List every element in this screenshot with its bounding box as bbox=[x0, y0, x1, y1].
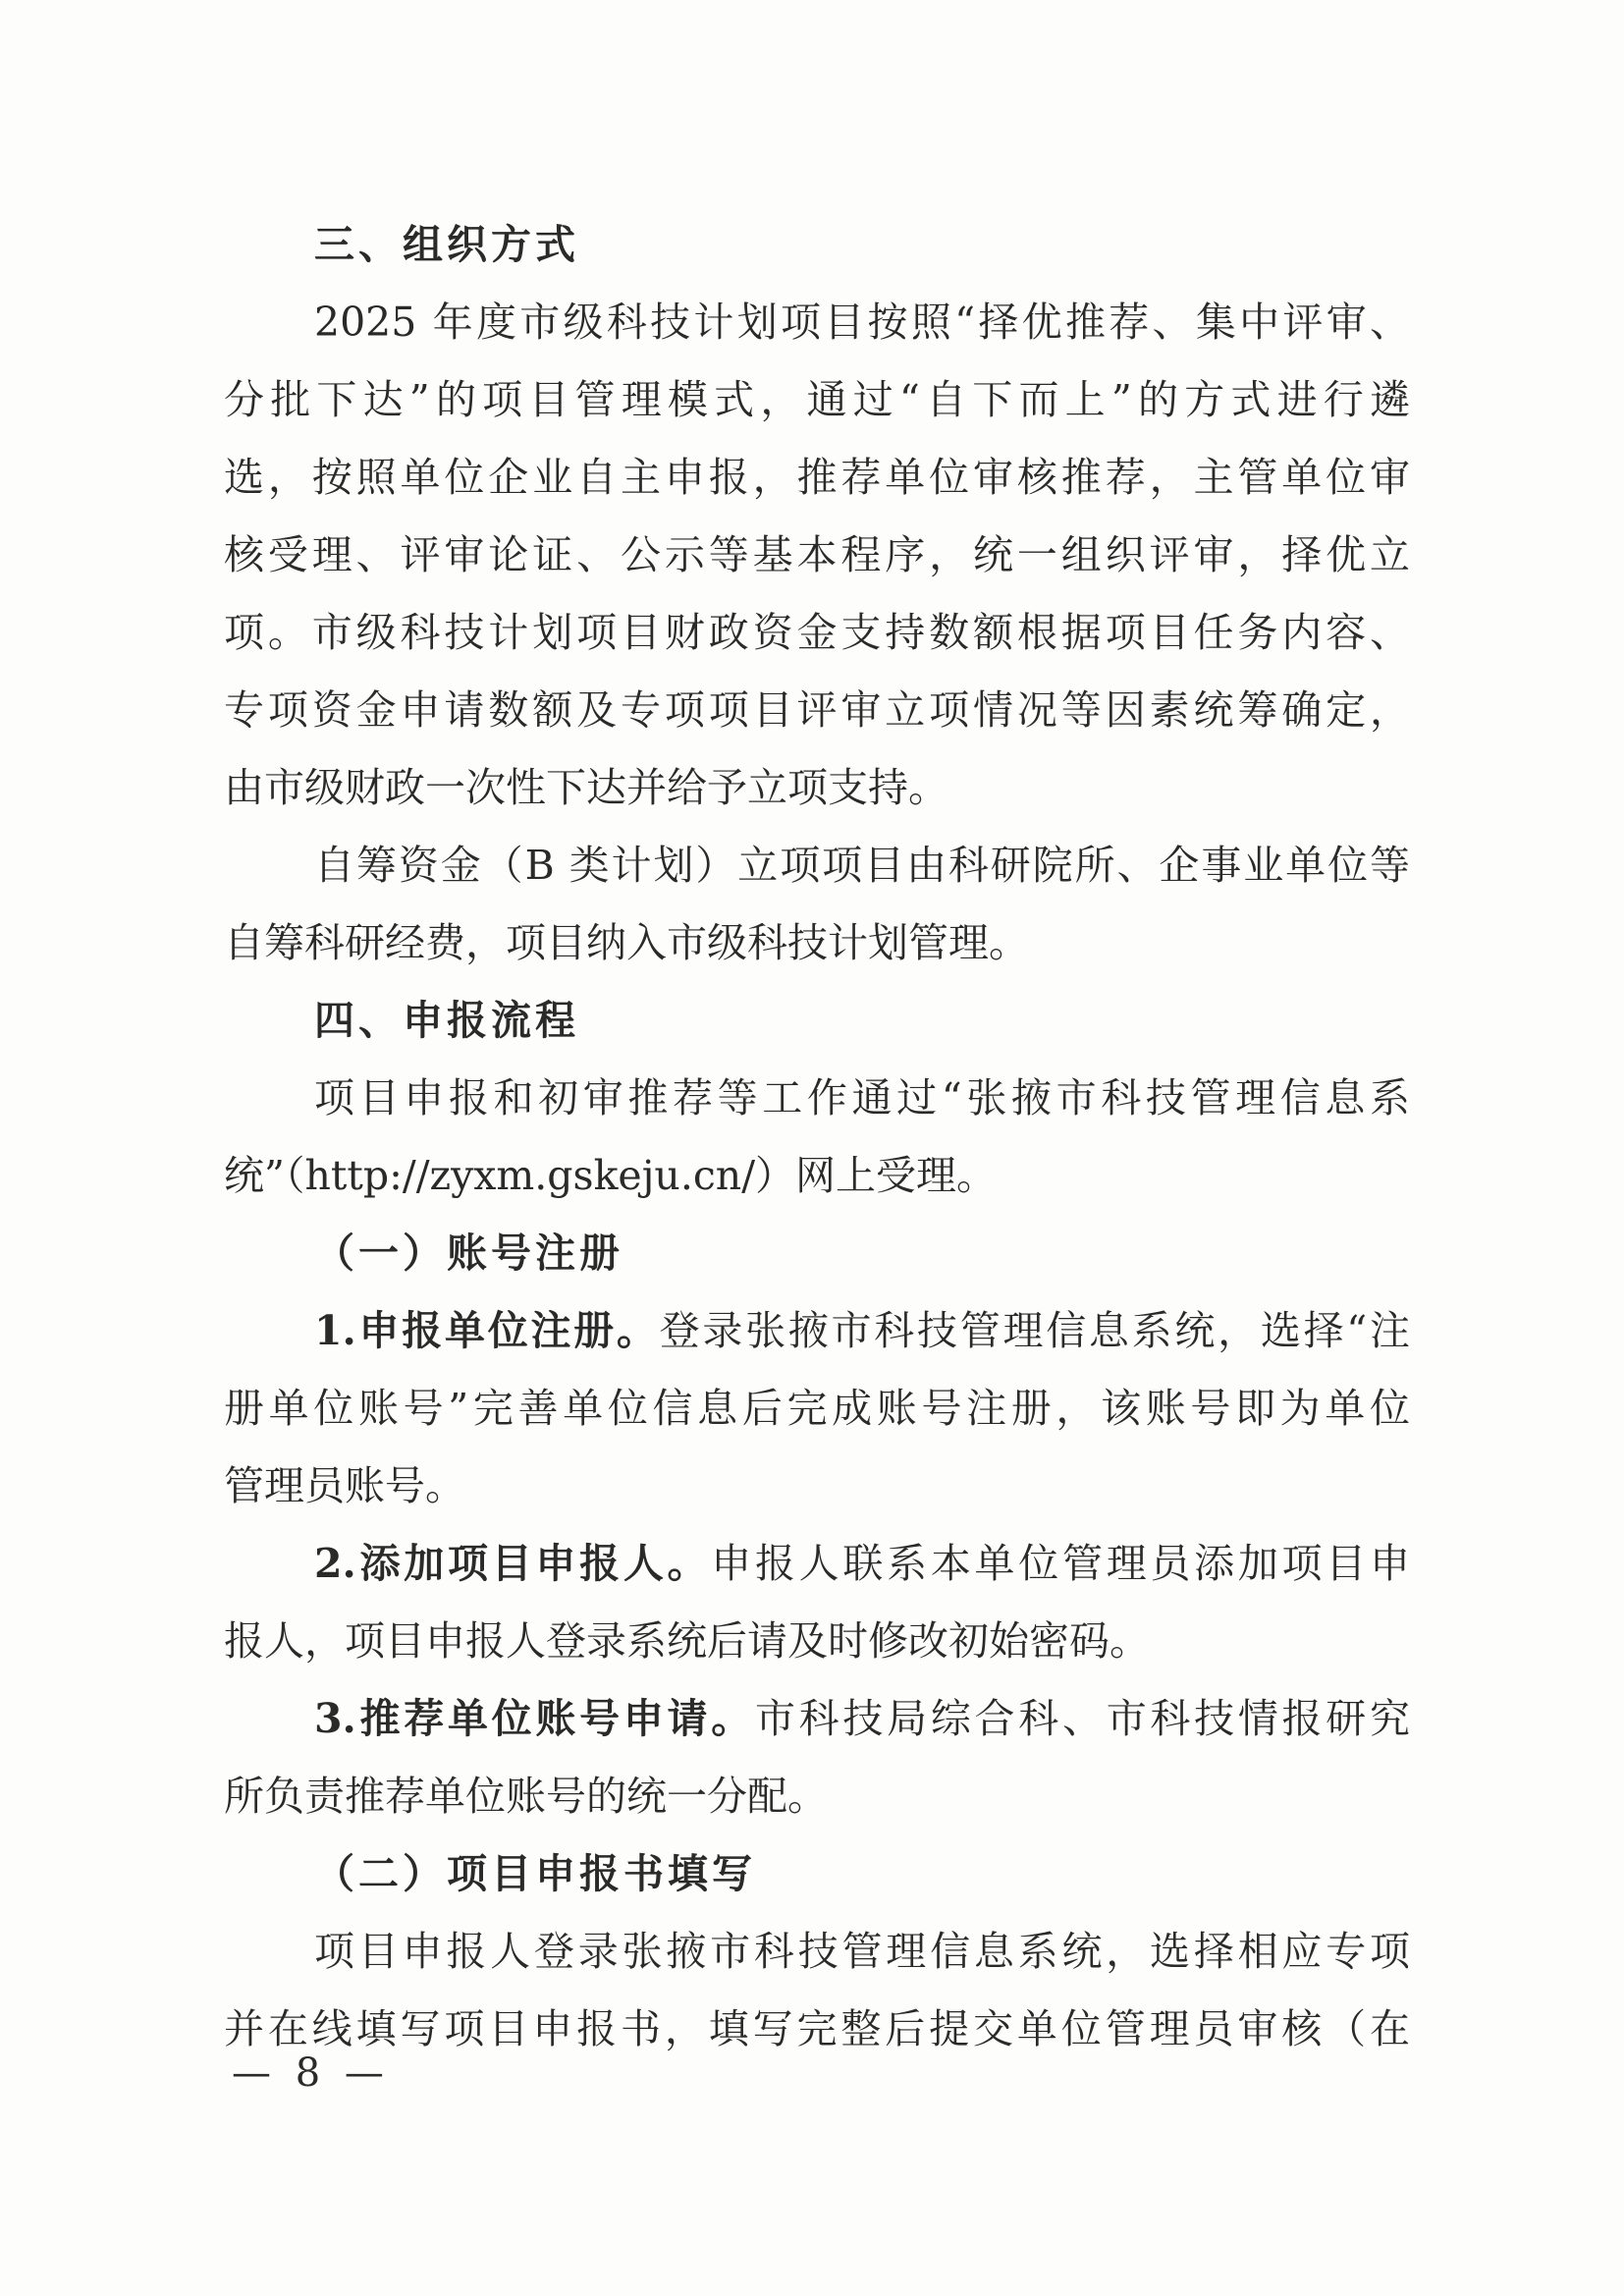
paragraph-organization-mode bbox=[224, 284, 1410, 827]
text-line: 报人，项目申报人登录系统后请及时修改初始密码。 bbox=[224, 1617, 1150, 1665]
text-line: 由市级财政一次性下达并给予立项支持。 bbox=[224, 764, 948, 811]
section-heading-application-process: 四、申报流程 bbox=[314, 997, 579, 1044]
subsection-heading-application-form: （二）项目申报书填写 bbox=[314, 1850, 756, 1897]
item-text: 市科技局综合科、市科技情报研究 bbox=[754, 1695, 1410, 1742]
text-line: 核受理、评审论证、公示等基本程序，统一组织评审，择优立 bbox=[224, 531, 1410, 578]
text-line: 2025 年度市级科技计划项目按照“择优推荐、集中评审、 bbox=[314, 299, 1410, 346]
text-line: 管理员账号。 bbox=[224, 1462, 465, 1509]
item-unit-registration bbox=[224, 1292, 1410, 1525]
text-line bbox=[224, 1680, 1410, 1758]
item-label: 1.申报单位注册。 bbox=[314, 1307, 660, 1354]
text-line: 项目申报和初审推荐等工作通过“张掖市科技管理信息系 bbox=[314, 1074, 1410, 1121]
item-add-applicant bbox=[224, 1525, 1410, 1680]
text-line: 册单位账号”完善单位信息后完成账号注册，该账号即为单位 bbox=[224, 1385, 1410, 1432]
document-body bbox=[224, 206, 1410, 2068]
text-line-with-url: 统”（http://zyxm.gskeju.cn/）网上受理。 bbox=[224, 1152, 998, 1199]
item-label: 3.推荐单位账号申请。 bbox=[314, 1695, 755, 1742]
text-line: 自筹资金（B 类计划）立项项目由科研院所、企事业单位等 bbox=[314, 842, 1410, 889]
paragraph-application-form bbox=[224, 1913, 1410, 2068]
paragraph-self-funded bbox=[224, 827, 1410, 982]
text-line: 项目申报人登录张掖市科技管理信息系统，选择相应专项 bbox=[314, 1928, 1410, 1975]
section-heading-organization: 三、组织方式 bbox=[314, 221, 579, 268]
item-text: 申报人联系本单位管理员添加项目申 bbox=[711, 1540, 1410, 1587]
item-text: 登录张掖市科技管理信息系统，选择“注 bbox=[659, 1307, 1410, 1354]
paragraph-application-intro bbox=[224, 1060, 1410, 1215]
text-line: 并在线填写项目申报书，填写完整后提交单位管理员审核（在 bbox=[224, 2005, 1410, 2052]
text-line bbox=[224, 1525, 1410, 1603]
text-line: 项。市级科技计划项目财政资金支持数额根据项目任务内容、 bbox=[224, 609, 1410, 656]
text-line: 分批下达”的项目管理模式，通过“自下而上”的方式进行遴 bbox=[224, 376, 1410, 423]
text-line: 选，按照单位企业自主申报，推荐单位审核推荐，主管单位审 bbox=[224, 454, 1410, 501]
text-line: 所负责推荐单位账号的统一分配。 bbox=[224, 1773, 828, 1820]
text-line: 专项资金申请数额及专项项目评审立项情况等因素统筹确定， bbox=[224, 686, 1410, 734]
item-recommender-account bbox=[224, 1680, 1410, 1835]
item-label: 2.添加项目申报人。 bbox=[314, 1540, 712, 1587]
page-number: — 8 — bbox=[232, 2050, 390, 2096]
text-line: 自筹科研经费，项目纳入市级科技计划管理。 bbox=[224, 919, 1029, 966]
text-line bbox=[224, 1292, 1410, 1370]
subsection-heading-account-registration: （一）账号注册 bbox=[314, 1230, 623, 1277]
